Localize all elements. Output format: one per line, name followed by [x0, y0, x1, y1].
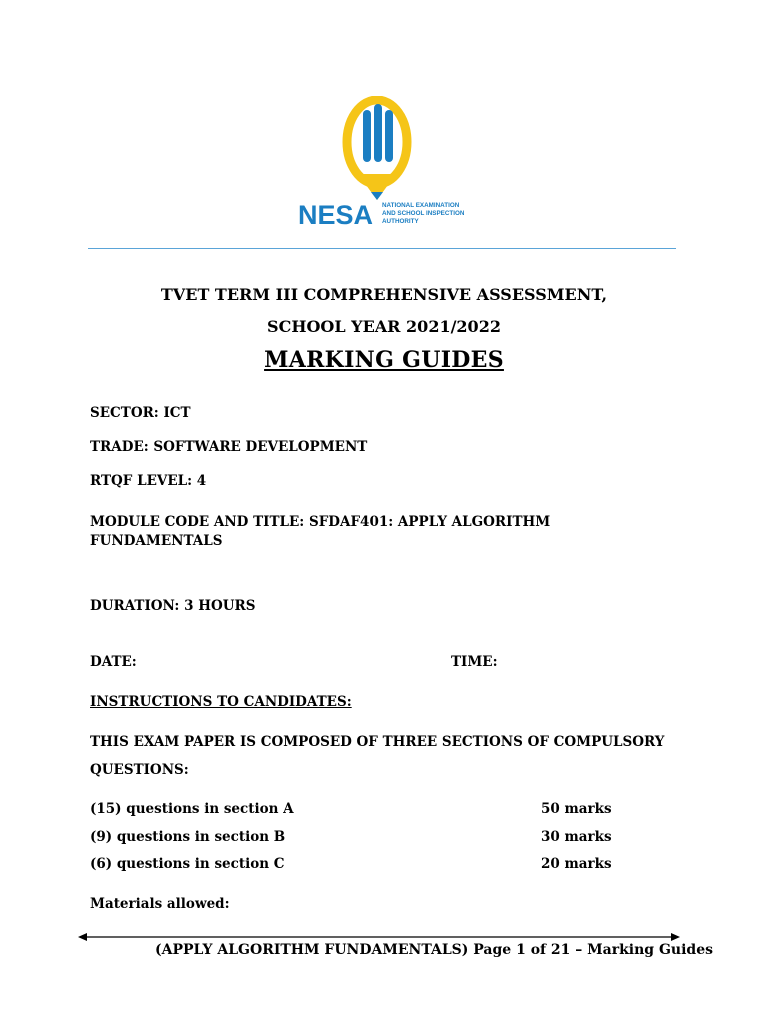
logo-brand-text: NESA [298, 200, 374, 230]
section-c-marks: 20 marks [541, 856, 612, 872]
section-c-label: (6) questions in section C [90, 856, 285, 872]
school-year-heading: SCHOOL YEAR 2021/2022 [267, 317, 501, 336]
svg-text:AND SCHOOL INSPECTION: AND SCHOOL INSPECTION [382, 210, 465, 217]
rtqf-level-field: RTQF LEVEL: 4 [90, 473, 207, 489]
svg-text:NATIONAL EXAMINATION: NATIONAL EXAMINATION [382, 202, 460, 209]
materials-allowed: Materials allowed: [90, 896, 230, 912]
section-b-label: (9) questions in section B [90, 829, 286, 845]
module-field-line1: MODULE CODE AND TITLE: SFDAF401: APPLY ALGORITHM [90, 514, 551, 530]
time-label: TIME: [451, 654, 498, 670]
section-b-marks: 30 marks [541, 829, 612, 845]
nesa-logo [296, 96, 476, 230]
header-divider [88, 248, 676, 249]
page-title: MARKING GUIDES [264, 347, 504, 373]
instructions-heading: INSTRUCTIONS TO CANDIDATES: [90, 694, 352, 710]
date-label: DATE: [90, 654, 137, 670]
sector-field: SECTOR: ICT [90, 405, 191, 421]
footer-page-number: Page 1 of 21 – Marking Guides [473, 942, 713, 958]
module-field-line2: FUNDAMENTALS [90, 533, 223, 549]
instructions-text-line2: QUESTIONS: [90, 762, 189, 778]
duration-field: DURATION: 3 HOURS [90, 598, 256, 614]
section-a-label: (15) questions in section A [90, 801, 294, 817]
svg-text:AUTHORITY: AUTHORITY [382, 218, 419, 225]
instructions-text-line1: THIS EXAM PAPER IS COMPOSED OF THREE SECTIONS OF COMPULSORY [90, 734, 665, 750]
trade-field: TRADE: SOFTWARE DEVELOPMENT [90, 439, 368, 455]
assessment-heading: TVET TERM III COMPREHENSIVE ASSESSMENT, [160, 285, 608, 304]
page-footer [0, 942, 768, 958]
footer-module: (APPLY ALGORITHM FUNDAMENTALS) [154, 942, 469, 958]
section-a-marks: 50 marks [541, 801, 612, 817]
